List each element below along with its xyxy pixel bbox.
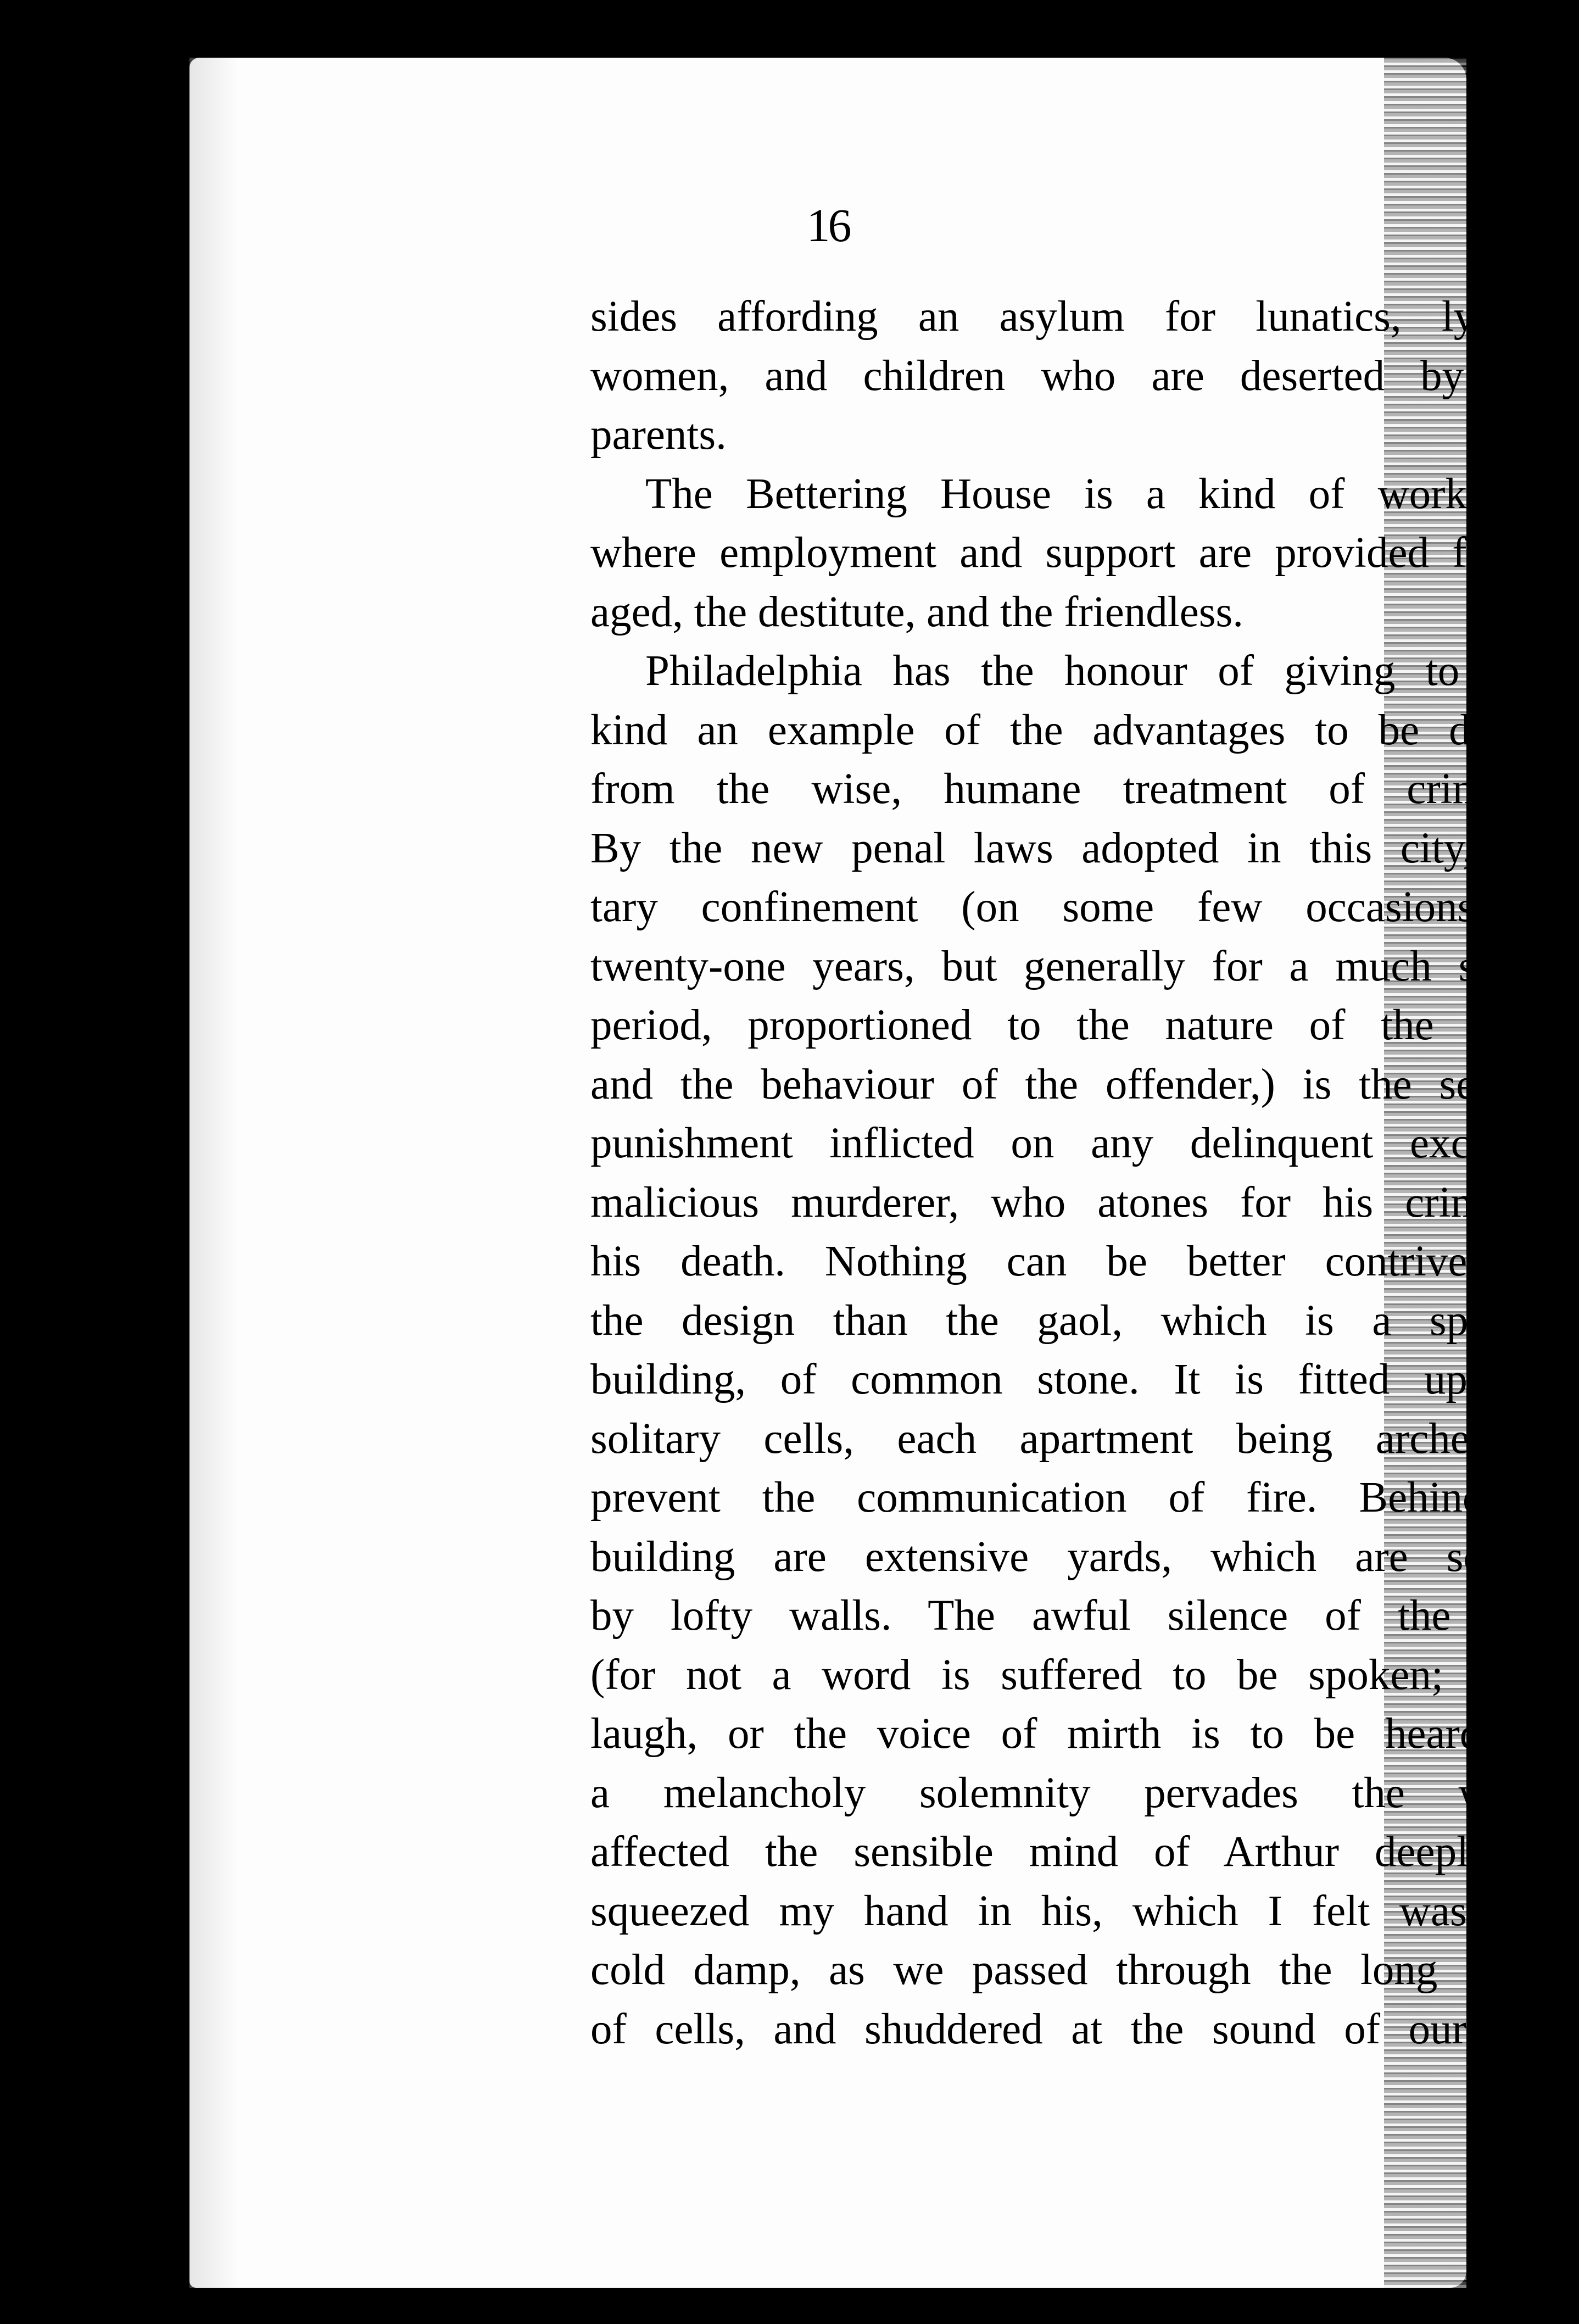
text-line: where employment and support are provided for the — [590, 529, 1579, 577]
text-line: The Bettering House is a kind of workhouse, — [645, 470, 1579, 518]
text-line: parents. — [590, 411, 727, 459]
catchword: steps, — [1481, 2064, 1579, 2112]
text-line: cold damp, as we passed through the long ranges — [590, 1946, 1579, 1994]
gutter-shadow — [189, 58, 239, 2288]
text-line: kind an example of the advantages to be derived — [590, 706, 1579, 754]
text-line: tary confinement (on some few occasions, for — [590, 883, 1579, 931]
text-line: laugh, or the voice of mirth is to be heard; but — [590, 1710, 1579, 1758]
text-line: (for not a word is suffered to be spoken; not a — [590, 1651, 1579, 1699]
text-line: building, of common stone. It is fitted up with — [590, 1356, 1579, 1403]
text-line: the design than the gaol, which is a spacious — [590, 1296, 1579, 1345]
text-line: malicious murderer, who atones for his crime by — [590, 1178, 1579, 1227]
text-line: squeezed my hand in his, which I felt was in a — [590, 1887, 1579, 1935]
text-line: period, proportioned to the nature of the crime, — [590, 1001, 1579, 1049]
text-line: twenty-one years, but generally for a much shorter — [590, 942, 1579, 990]
book-page — [189, 58, 1579, 2288]
text-line: solitary cells, each apartment being arched, to — [590, 1414, 1579, 1463]
text-line: building are extensive yards, which are secured — [590, 1532, 1579, 1581]
body-text — [590, 287, 1579, 2118]
text-line: By the new penal laws adopted in this city, soli- — [590, 824, 1579, 872]
text-line: sides affording an asylum for lunatics, lying-in — [590, 293, 1579, 341]
text-line: affected the sensible mind of Arthur deeply; he — [590, 1828, 1579, 1876]
text-line: and the behaviour of the offender,) is the severest — [590, 1060, 1579, 1108]
text-line: aged, the destitute, and the friendless. — [590, 588, 1244, 636]
text-line: from the wise, humane treatment of criminals. — [590, 765, 1579, 813]
page-number: 16 — [806, 199, 850, 252]
text-line: prevent the communication of fire. Behind the — [590, 1474, 1579, 1522]
text-line: by lofty walls. The awful silence of the place — [590, 1592, 1579, 1640]
text-line: women, and children who are deserted by their — [590, 352, 1579, 400]
text-line: a melancholy solemnity pervades the whole) — [590, 1769, 1579, 1817]
text-line: punishment inflicted on any delinquent except a — [590, 1119, 1579, 1167]
text-line: Philadelphia has the honour of giving to man- — [645, 647, 1579, 695]
text-line: of cells, and shuddered at the sound of our foot- — [590, 2005, 1579, 2053]
text-line: his death. Nothing can be better contrived for — [590, 1238, 1579, 1285]
